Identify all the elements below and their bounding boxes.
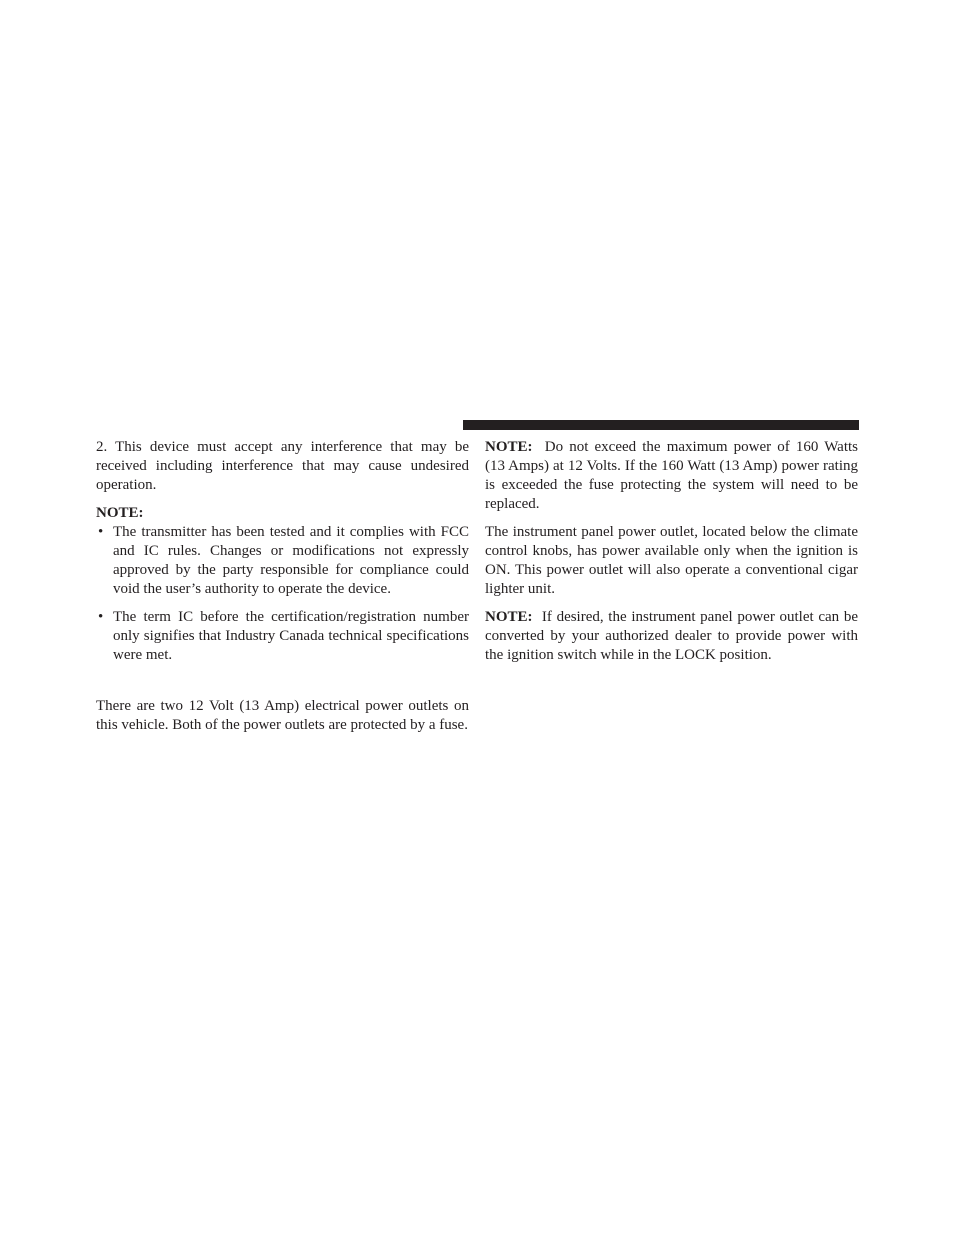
power-outlets-paragraph: There are two 12 Volt (13 Amp) electrical power outlets on this vehicle. Both of the power outlets are protected by a fuse. — [96, 698, 469, 733]
section-header-bar — [463, 420, 859, 430]
list-item — [96, 523, 469, 599]
note-label: NOTE: — [485, 609, 533, 625]
left-column — [96, 438, 469, 744]
right-column — [485, 438, 858, 674]
note-heading: NOTE: — [96, 505, 144, 521]
section-gap — [96, 674, 469, 697]
lock-position-note — [485, 608, 858, 665]
bullet-text: The transmitter has been tested and it complies with FCC and IC rules. Changes or modifications not expressly approved by the party responsible for compliance could void the user’s authority to operate the device. — [113, 524, 469, 597]
bullet-icon: • — [98, 524, 104, 540]
note-label: NOTE: — [485, 439, 533, 455]
interference-paragraph: 2. This device must accept any interference that may be received including interference that may cause undesired operation. — [96, 439, 469, 493]
bullet-text: The term IC before the certification/registration number only signifies that Industry Canada technical specifications were met. — [113, 609, 469, 663]
note-text: Do not exceed the maximum power of 160 Watts (13 Amps) at 12 Volts. If the 160 Watt (13 Amp) power rating is exceeded the fuse protecting the system will need to be replaced. — [485, 439, 859, 512]
list-item — [96, 608, 469, 665]
bullet-icon: • — [98, 609, 104, 625]
instrument-panel-paragraph: The instrument panel power outlet, located below the climate control knobs, has power available only when the ignition is ON. This power outlet will also operate a conventional cigar lighter unit. — [485, 524, 858, 597]
max-power-note — [485, 438, 858, 514]
note-bullet-list — [96, 523, 469, 665]
note-text: If desired, the instrument panel power outlet can be converted by your authorized dealer to provide power with the ignition switch while in the LOCK position. — [485, 609, 858, 663]
